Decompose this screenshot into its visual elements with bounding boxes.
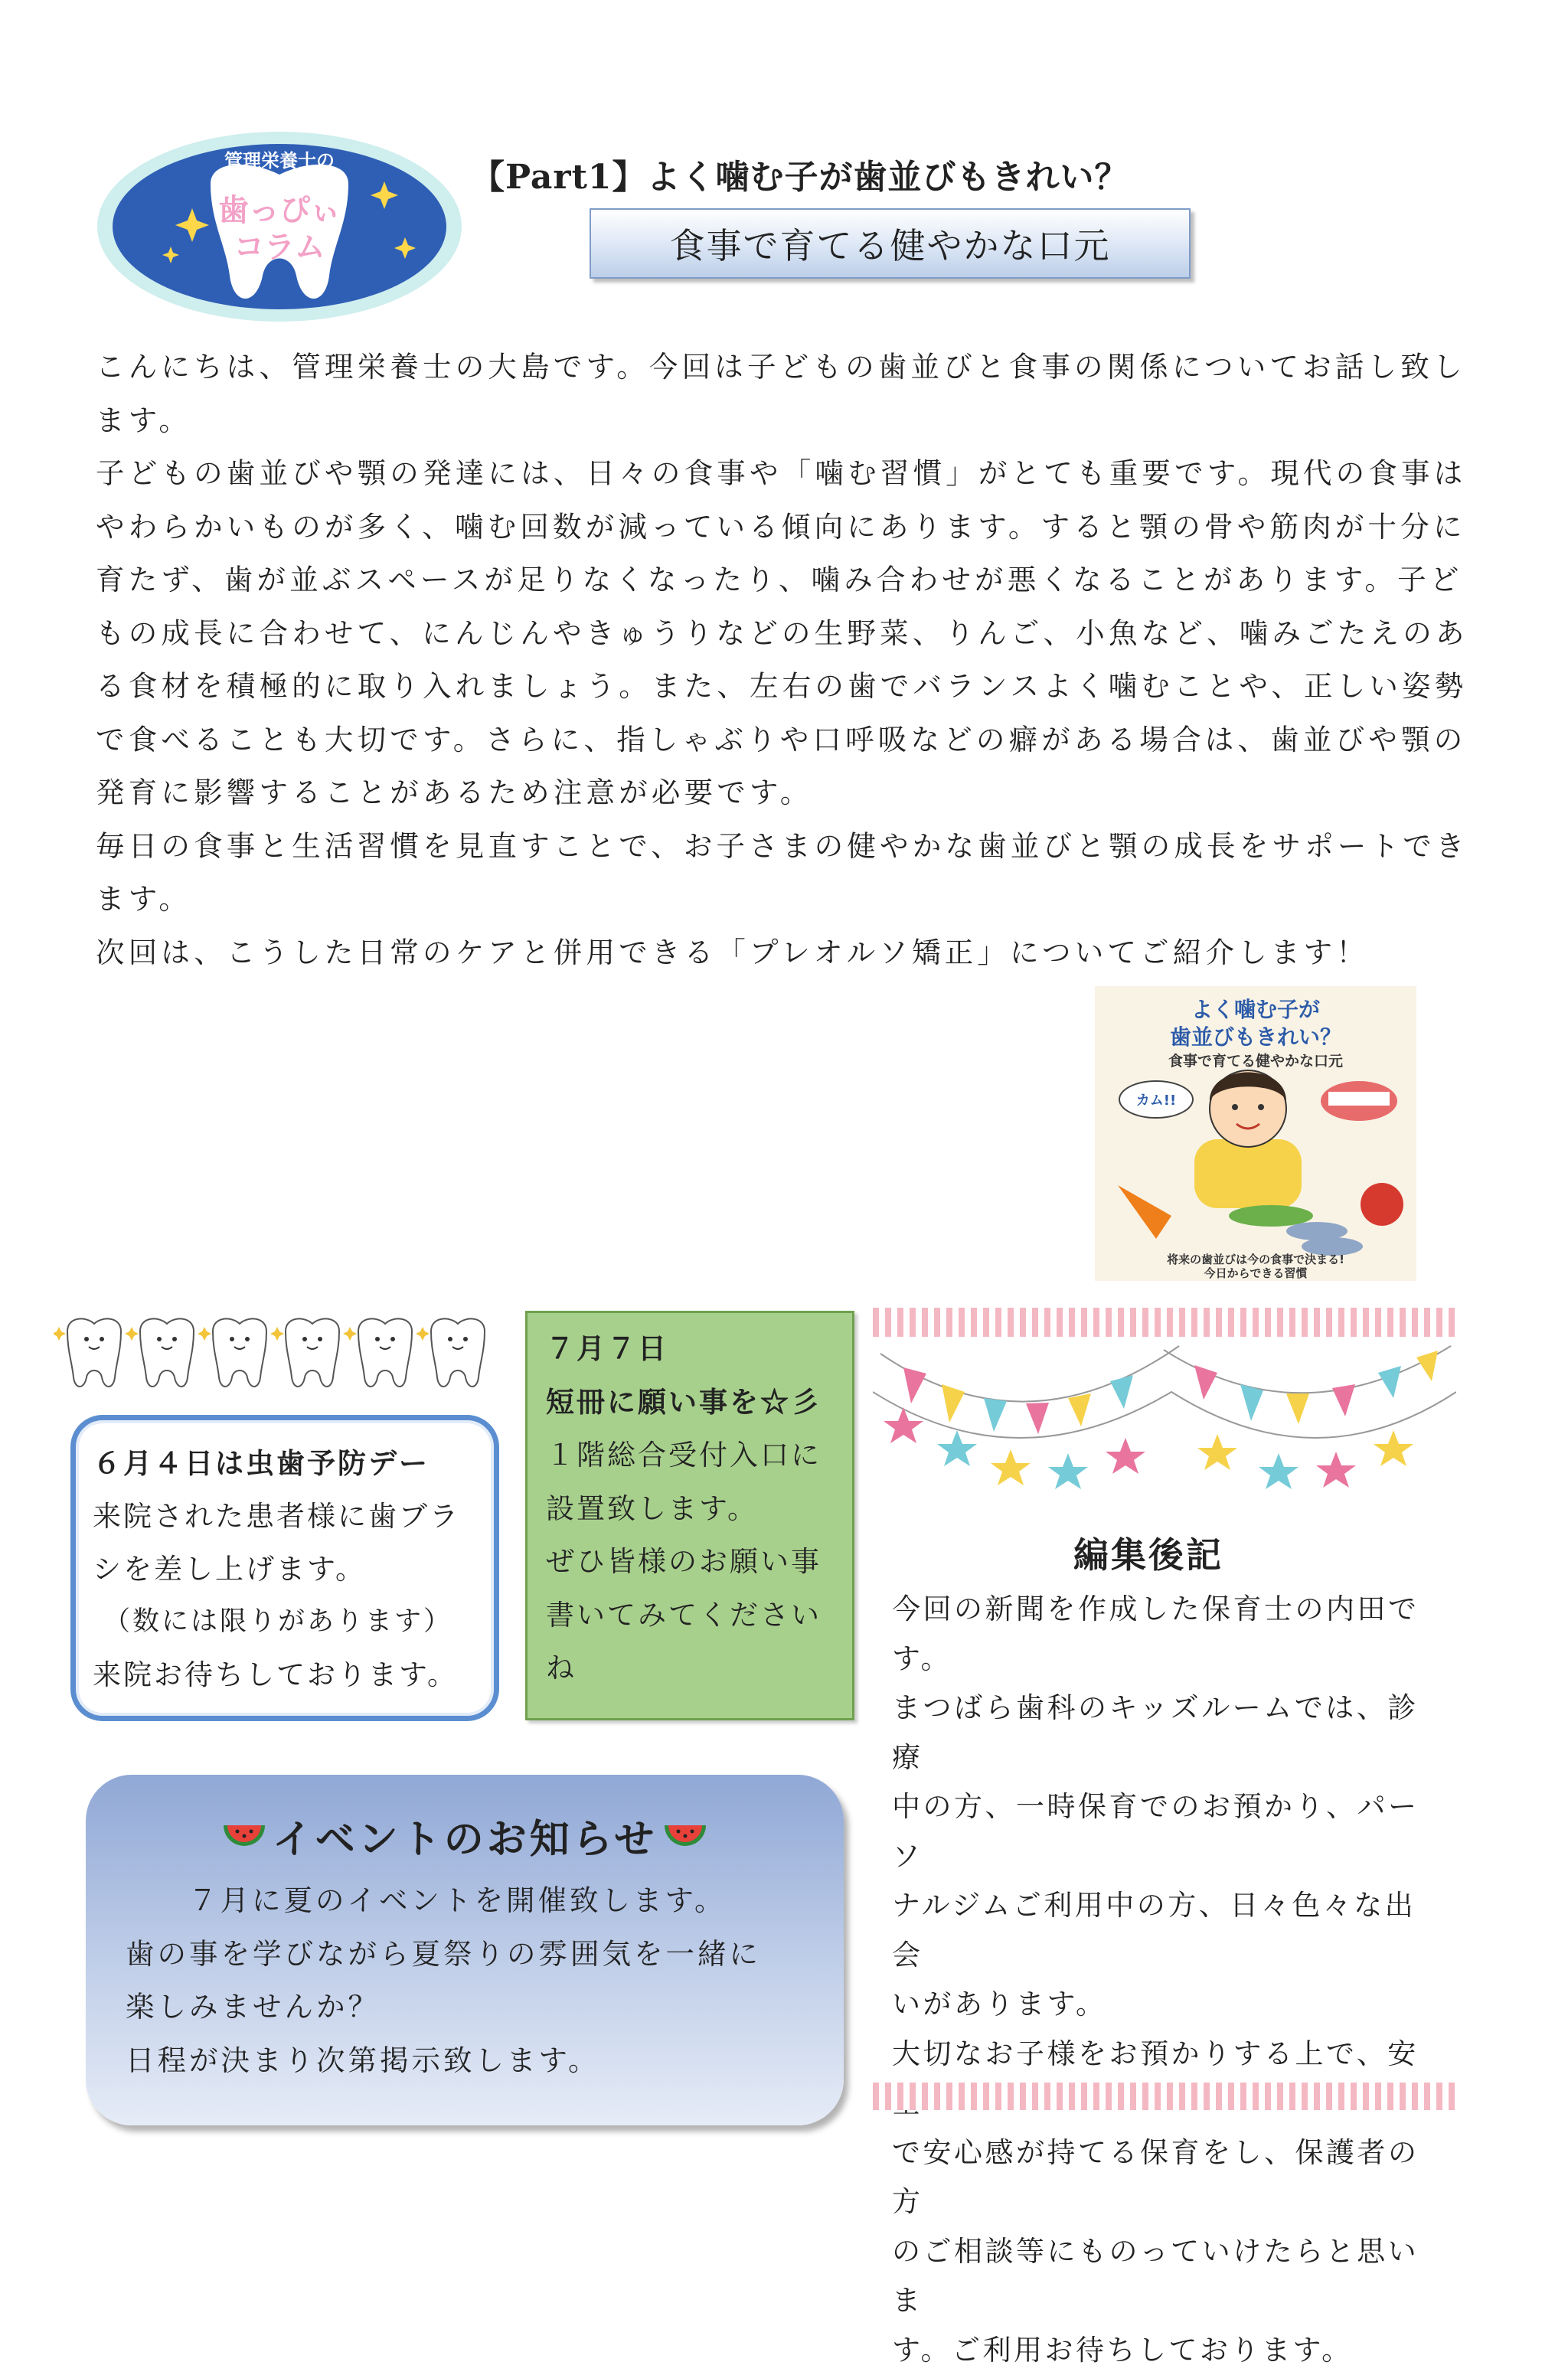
tooth-icon: [343, 1318, 412, 1387]
illus-footer-1: 将来の歯並びは今の食事で決まる!: [1167, 1253, 1344, 1266]
event-title-row: [86, 1807, 844, 1864]
editor-line: す。ご利用お待ちしております。: [892, 2326, 1443, 2375]
illus-subtitle: 食事で育てる健やかな口元: [1168, 1052, 1343, 1070]
editor-line: のご相談等にものっていけたらと思いま: [892, 2227, 1443, 2326]
july-headline: 短冊に願い事を☆彡: [546, 1376, 844, 1429]
event-notice-box: [86, 1775, 844, 2125]
star-icon: [884, 1407, 1413, 1489]
july-line: 書いてみてください: [546, 1589, 844, 1642]
editor-line: ナルジムご利用中の方、日々色々な出会: [892, 1881, 1443, 1980]
june-closing: 来院お待ちしております。: [93, 1648, 482, 1701]
teeth-characters-row: [54, 1313, 498, 1390]
editor-line: いがあります。: [892, 1980, 1443, 2030]
illus-title-2: 歯並びもきれい？: [1170, 1024, 1341, 1050]
editor-line: す。: [892, 1635, 1443, 1684]
june-line: 来院された患者様に歯ブラ: [93, 1490, 482, 1543]
part-title: 【Part1】よく噛む子が歯並びもきれい？: [471, 149, 1129, 198]
july-date: ７月７日: [546, 1322, 844, 1376]
smile-teeth-icon: [1321, 1081, 1397, 1121]
july-tanabata-box: [525, 1311, 854, 1720]
tooth-icon: [125, 1318, 194, 1387]
logo-arc-text: 管理栄養士の: [224, 150, 335, 172]
july-line: ね: [546, 1642, 844, 1695]
editor-note-body: [892, 1585, 1443, 2375]
event-line: 楽しみませんか？: [126, 1981, 821, 2034]
illus-bubble: カム!!: [1136, 1093, 1176, 1109]
june-note: （数には限りがあります）: [93, 1596, 482, 1648]
article-body: [96, 341, 1470, 979]
subtitle-box: [590, 208, 1191, 279]
editor-line: で安心感が持てる保育をし、保護者の方: [892, 2128, 1443, 2227]
june-line: シを差し上げます。: [93, 1543, 482, 1596]
article-paragraph: 子どもの歯並びや顎の発達には、日々の食事や「噛む習慣」がとても重要です。現代の食事はやわらかいものが多く、噛む回数が減っている傾向にあります。すると顎の骨や筋肉が十分に育たず、歯が並ぶスペースが足りなくなったり、噛み合わせが悪くなることがあります。子どもの成長に合わせて、にんじんやきゅうりなどの生野菜、りんご、小魚など、噛みごたえのある食材を積極的に取り入れましょう。また、左右の歯でバランスよく噛むことや、正しい姿勢で食べることも大切です。さらに、指しゃぶりや口呼吸などの癖がある場合は、歯並びや顎の発育に影響することがあるため注意が必要です。: [96, 447, 1470, 820]
logo-main-text-2: コラム: [234, 230, 325, 265]
event-body: [126, 1874, 821, 2087]
editor-line: 中の方、一時保育でのお預かり、パーソ: [892, 1782, 1443, 1881]
watermelon-icon: [220, 1818, 268, 1859]
watermelon-icon: [662, 1818, 709, 1859]
tooth-icon: [270, 1318, 339, 1387]
illus-title-1: よく噛む子が: [1191, 997, 1320, 1022]
tooth-icon: [198, 1318, 266, 1387]
stripe-border: [873, 1308, 1456, 1337]
illus-footer-2: 今日からできる習慣: [1204, 1266, 1308, 1280]
article-paragraph: こんにちは、管理栄養士の大島です。今回は子どもの歯並びと食事の関係についてお話し致します。: [96, 341, 1470, 447]
column-logo: [96, 130, 463, 323]
editor-line: 大切なお子様をお預かりする上で、安: [892, 2030, 1443, 2128]
june-notice-box: [70, 1415, 499, 1721]
stripe-border-bottom: [873, 2083, 1456, 2110]
event-line: ７月に夏のイベントを開催致します。: [126, 1874, 821, 1928]
tooth-icon: [54, 1318, 121, 1387]
bunting-decoration: [873, 1308, 1456, 1522]
logo-main-text-1: 歯っぴぃ: [218, 193, 341, 228]
tooth-icon: [416, 1318, 485, 1387]
july-line: ぜひ皆様のお願い事: [546, 1535, 844, 1589]
editor-note-title: 編集後記: [873, 1527, 1424, 1578]
editor-line: まつばら歯科のキッズルームでは、診療: [892, 1684, 1443, 1782]
chewing-child-illustration: [1095, 986, 1416, 1281]
cucumber-icon: [1229, 1205, 1313, 1227]
apple-icon: [1361, 1183, 1403, 1226]
july-line: １階総合受付入口に: [546, 1429, 844, 1482]
editor-line: 今回の新聞を作成した保育士の内田で: [892, 1585, 1443, 1635]
article-paragraph: 毎日の食事と生活習慣を見直すことで、お子さまの健やかな歯並びと顎の成長をサポートできます。: [96, 820, 1470, 926]
event-line: 歯の事を学びながら夏祭りの雰囲気を一緒に: [126, 1928, 821, 1981]
subtitle-text: 食事で育てる健やかな口元: [670, 218, 1111, 269]
event-line: 日程が決まり次第掲示致します。: [126, 2034, 821, 2088]
event-title: イベントのお知らせ: [273, 1816, 657, 1863]
june-title: ６月４日は虫歯予防デー: [93, 1437, 482, 1490]
july-line: 設置致します。: [546, 1482, 844, 1536]
article-paragraph: 次回は、こうした日常のケアと併用できる「プレオルソ矯正」についてご紹介します！: [96, 926, 1470, 980]
